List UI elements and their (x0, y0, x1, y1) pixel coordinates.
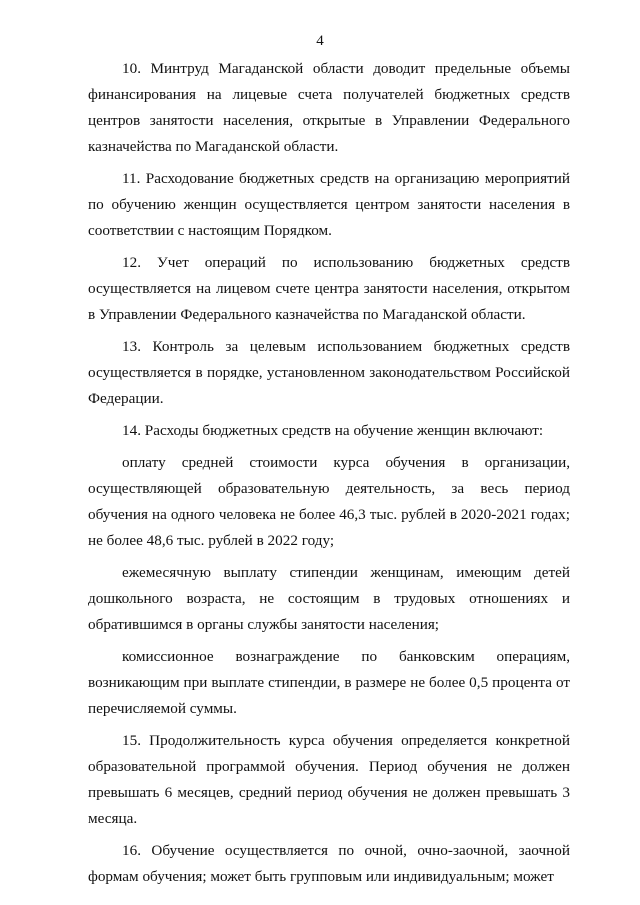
paragraph-10: 10. Минтруд Магаданской области доводит предельные объемы финансирования на лицевые счета получателей бюджетных средств центров занятости населения, открытые в Управлении Федерального казначейства по Магаданской области. (88, 60, 570, 155)
paragraph-13: 13. Контроль за целевым использованием бюджетных средств осуществляется в порядке, установленном законодательством Российской Федерации. (88, 338, 570, 407)
paragraph-12: 12. Учет операций по использованию бюджетных средств осуществляется на лицевом счете центра занятости населения, открытом в Управлении Федерального казначейства по Магаданской области. (88, 254, 570, 323)
document-body (88, 56, 570, 896)
paragraph-16: 16. Обучение осуществляется по очной, очно-заочной, заочной формам обучения; может быть групповым или индивидуальным; может (88, 842, 570, 885)
paragraph-14: 14. Расходы бюджетных средств на обучение женщин включают: (122, 422, 544, 439)
list-item-stipend: ежемесячную выплату стипендии женщинам, имеющим детей дошкольного возраста, не состоящим в трудовых отношениях и обратившимся в органы службы занятости населения; (88, 564, 570, 633)
paragraph-11: 11. Расходование бюджетных средств на организацию мероприятий по обучению женщин осуществляется центром занятости населения в соответствии с настоящим Порядком. (88, 170, 570, 239)
list-item-bank-fee: комиссионное вознаграждение по банковским операциям, возникающим при выплате стипендии, в размере не более 0,5 процента от перечисляемой суммы. (88, 648, 570, 717)
paragraph-15: 15. Продолжительность курса обучения определяется конкретной образовательной программой обучения. Период обучения не должен превышать 6 месяцев, средний период обучения не должен превышать 3 месяца. (88, 732, 570, 827)
list-item-course-cost: оплату средней стоимости курса обучения в организации, осуществляющей образовательную деятельность, за весь период обучения на одного человека не более 46,3 тыс. рублей в 2020-2021 годах; не более 48,6 тыс. рублей в 2022 году; (88, 454, 570, 549)
page-number: 4 (316, 33, 324, 49)
